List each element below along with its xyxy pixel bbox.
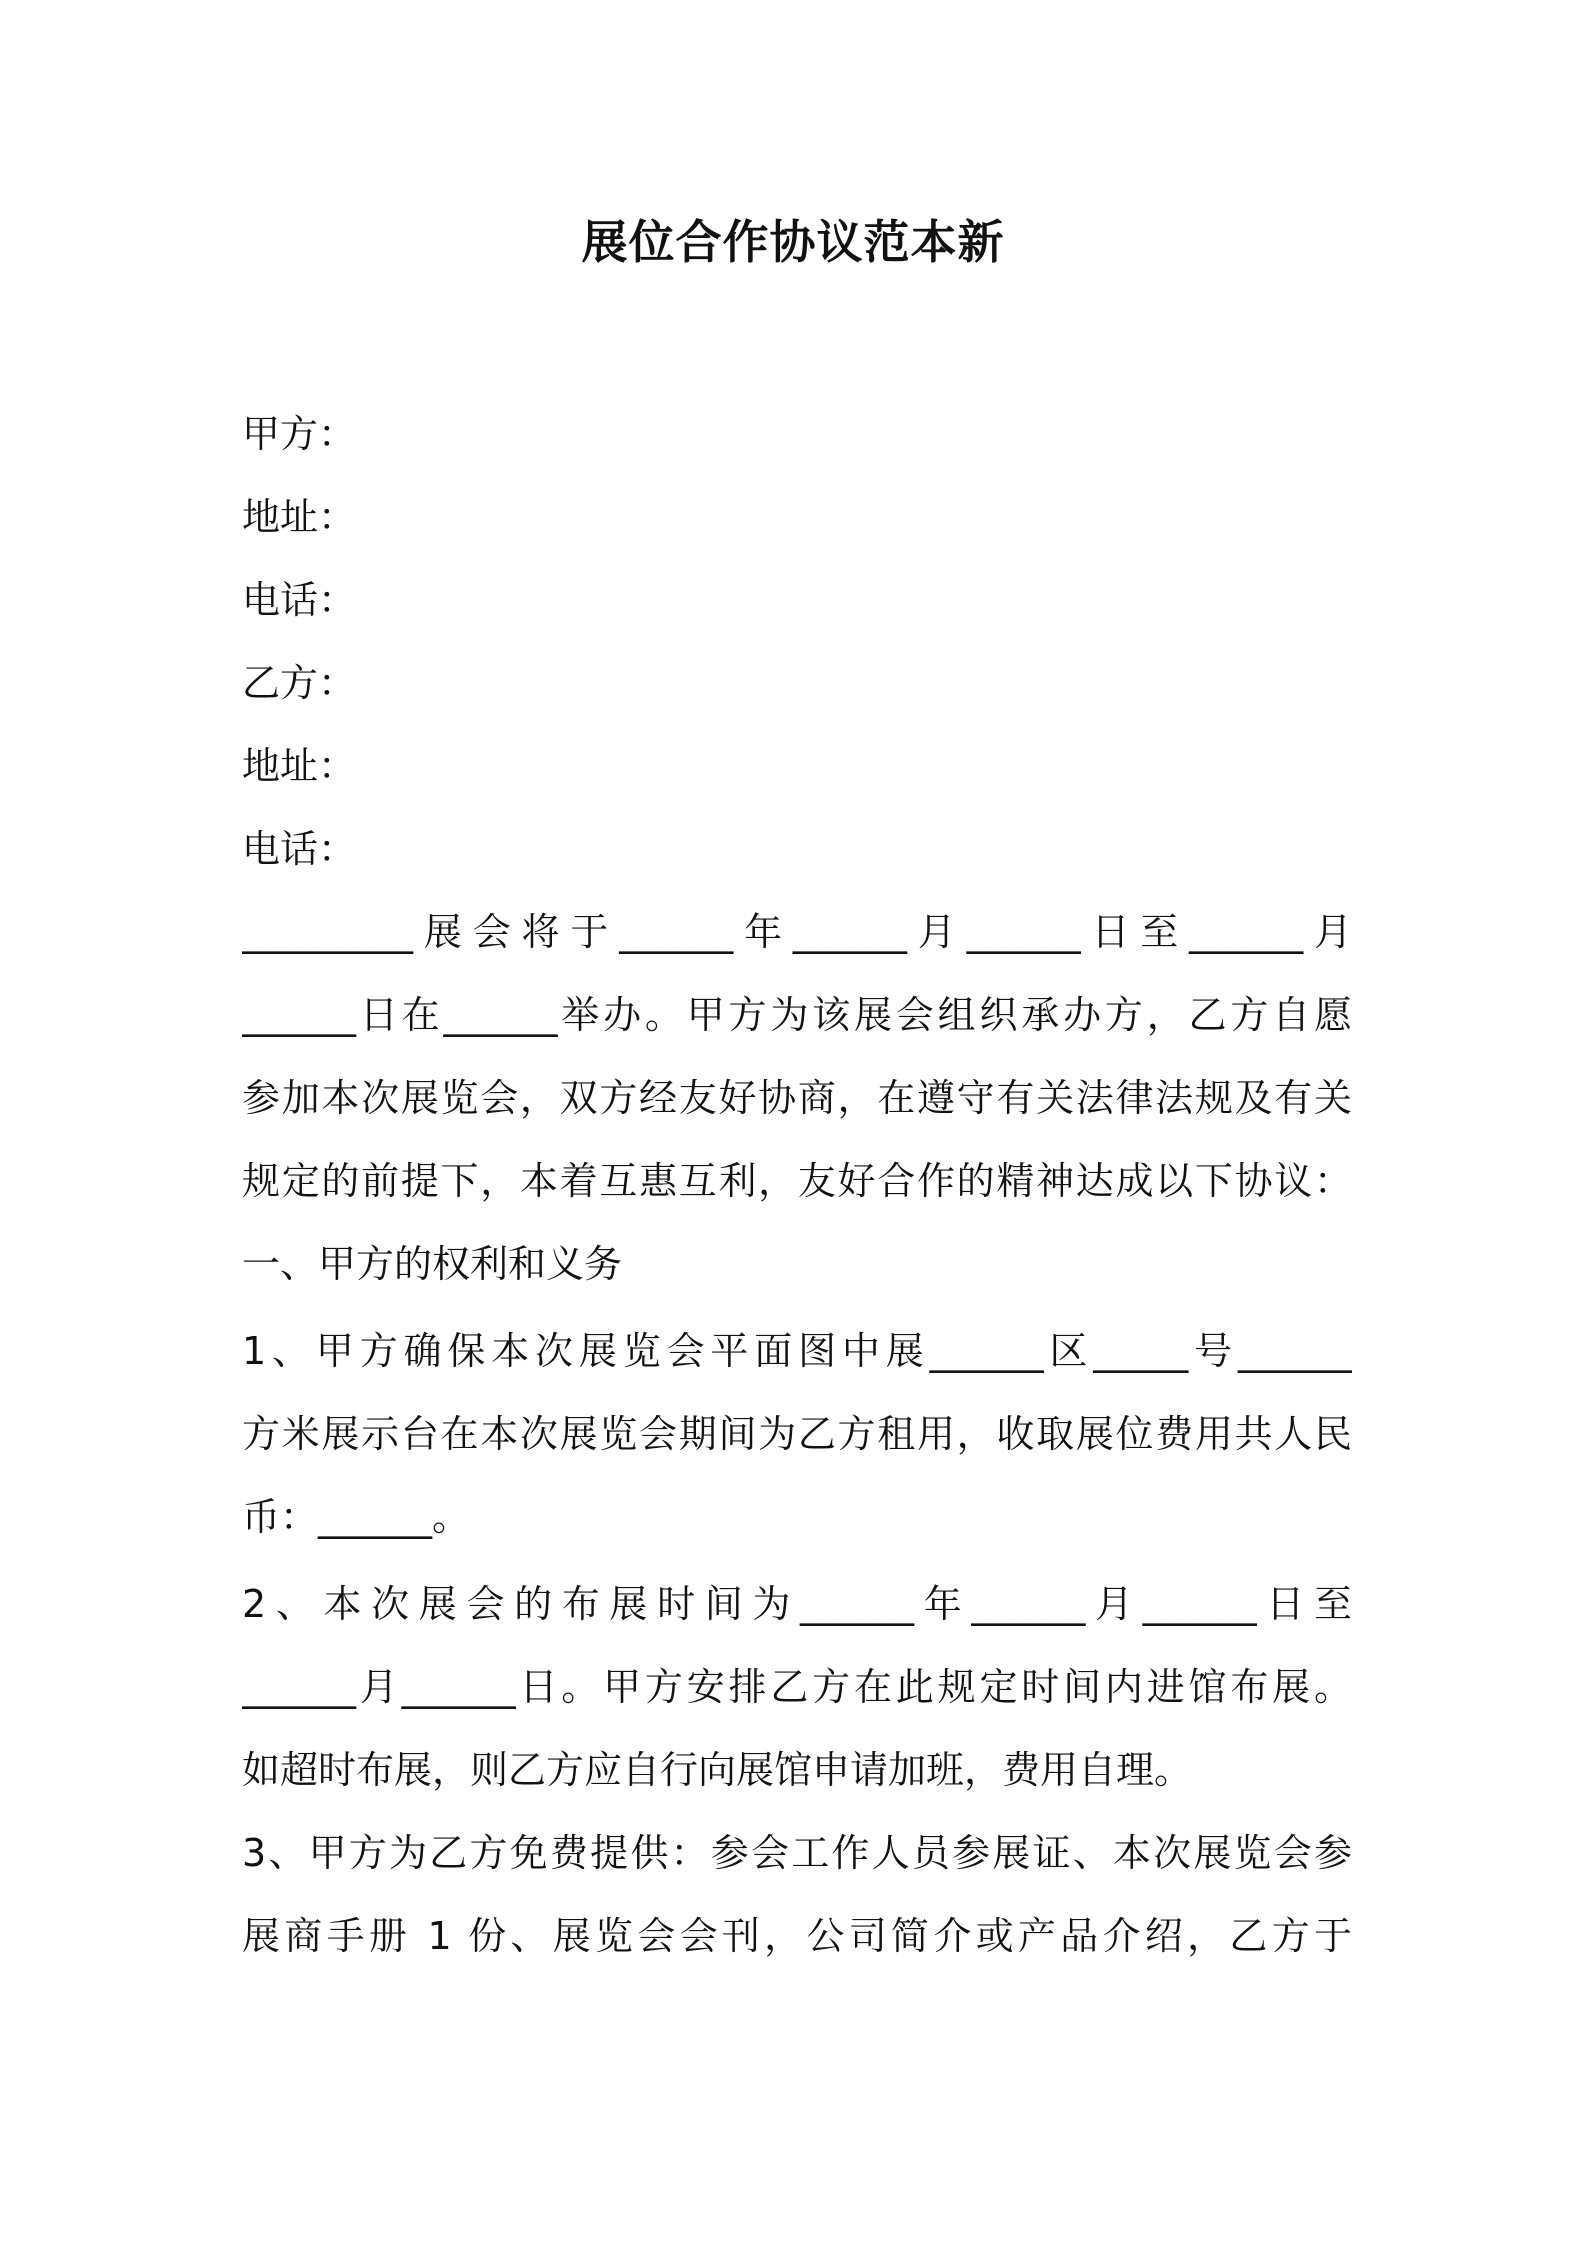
section-heading-party-a-rights: 一、甲方的权利和义务 — [242, 1242, 623, 1286]
document-title: 展位合作协议范本新 — [581, 215, 1005, 269]
body-line-2: ______日在______举办。甲方为该展会组织承办方，乙方自愿 — [242, 993, 1352, 1037]
party-b-phone-label: 电话： — [242, 827, 357, 871]
party-info-block — [242, 402, 1362, 900]
clause-2-line-2: ______月______日。甲方安排乙方在此规定时间内进馆布展。 — [242, 1665, 1352, 1709]
body-line-3: 参加本次展览会，双方经友好协商，在遵守有关法律法规及有关 — [242, 1076, 1352, 1120]
agreement-body — [242, 900, 1352, 1987]
clause-1-line-2: 方米展示台在本次展览会期间为乙方租用，收取展位费用共人民 — [242, 1412, 1352, 1456]
clause-1-line-1: 1、甲方确保本次展览会平面图中展______区_____号______ — [242, 1329, 1352, 1373]
party-a-label: 甲方： — [242, 412, 357, 456]
clause-1-line-3: 币：______。 — [242, 1495, 471, 1539]
body-line-4: 规定的前提下，本着互惠互利，友好合作的精神达成以下协议： — [242, 1159, 1352, 1203]
clause-2-line-1: 2、本次展会的布展时间为______年______月______日至 — [242, 1582, 1352, 1626]
clause-3-line-1: 3、甲方为乙方免费提供：参会工作人员参展证、本次展览会参 — [242, 1831, 1352, 1875]
party-b-label: 乙方： — [242, 661, 357, 705]
clause-2-line-3: 如超时布展，则乙方应自行向展馆申请加班，费用自理。 — [242, 1748, 1193, 1792]
party-b-address-label: 地址： — [242, 744, 357, 788]
party-a-phone-label: 电话： — [242, 578, 357, 622]
clause-3-line-2: 展商手册 1 份、展览会会刊，公司简介或产品介绍，乙方于 — [242, 1914, 1352, 1958]
body-line-1: _________展会将于______年______月______日至______月 — [242, 910, 1352, 954]
party-a-address-label: 地址： — [242, 495, 357, 539]
